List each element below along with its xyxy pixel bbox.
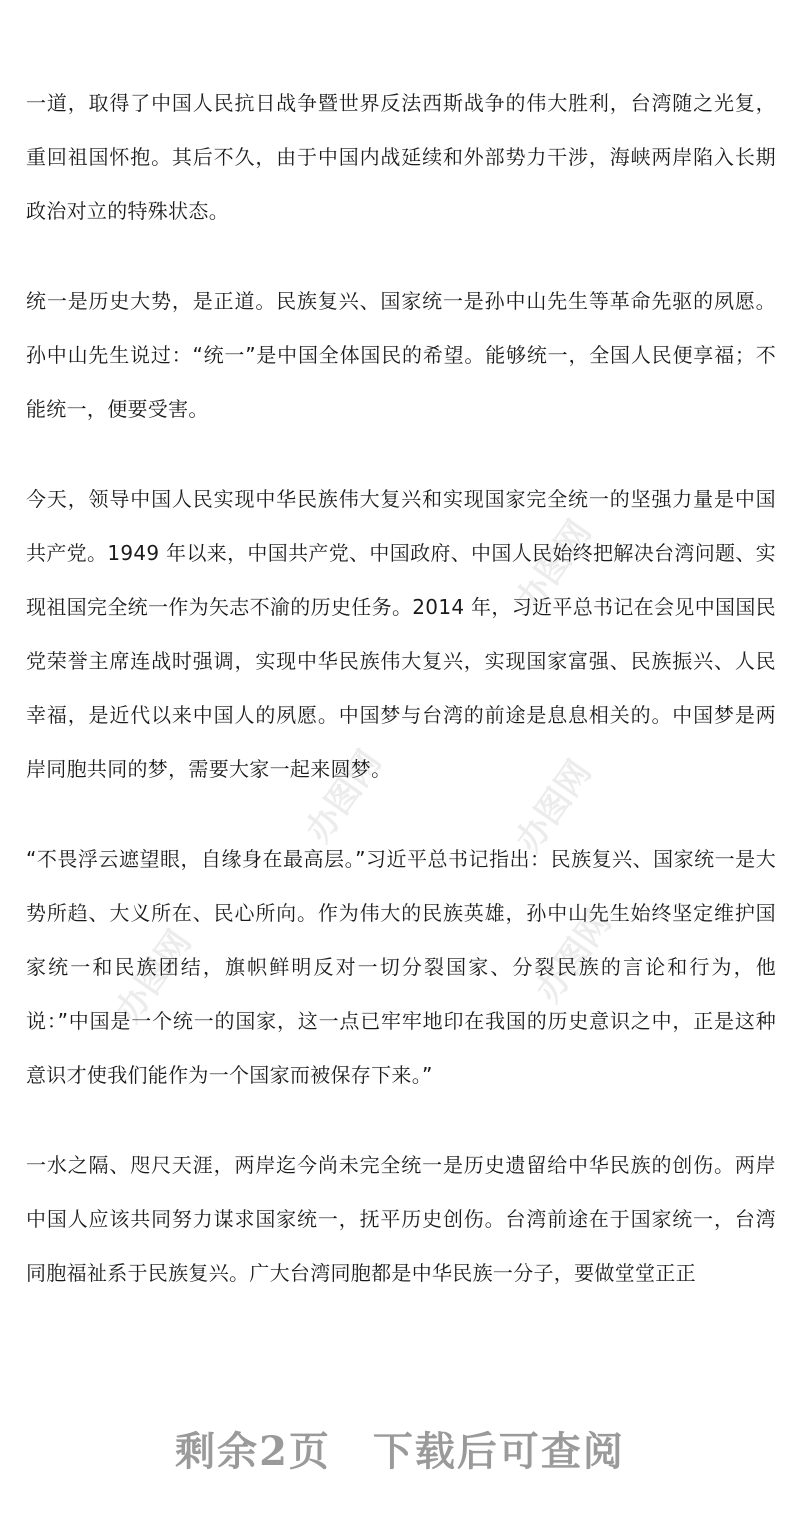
watermark-text: 办图网 — [108, 923, 200, 1030]
download-to-view-label: 下载后可查阅 — [372, 1428, 625, 1475]
paragraph: 一水之隔、咫尺天涯，两岸迄今尚未完全统一是历史遗留给中华民族的创伤。两岸中国人应该共同努力谋求国家统一，抚平历史创伤。台湾前途在于国家统一，台湾同胞福祉系于民族复兴。广大台湾同胞都是中华民族一分子，要做堂堂正正 — [26, 1153, 776, 1285]
remaining-pages-label: 剩余2页 — [175, 1428, 331, 1475]
watermark-text: 办图网 — [508, 513, 600, 620]
paragraph: 一道，取得了中国人民抗日战争暨世界反法西斯战争的伟大胜利，台湾随之光复，重回祖国怀抱。其后不久，由于中国内战延续和外部势力干涉，海峡两岸陷入长期政治对立的特殊状态。 — [26, 91, 776, 223]
paragraph: 今天，领导中国人民实现中华民族伟大复兴和实现国家完全统一的坚强力量是中国共产党。1949 年以来，中国共产党、中国政府、中国人民始终把解决台湾问题、实现祖国完全统一作为矢志不渝的历史任务。2014 年，习近平总书记在会见中国国民党荣誉主席连战时强调，实现中华民族伟大复兴，实现国家富强、民族振兴、人民幸福，是近代以来中国人的夙愿。中国梦与台湾的前途是息息相关的。中国梦是两岸同胞共同的梦，需要大家一起来圆梦。 — [26, 487, 776, 781]
watermark-text: 办图网 — [508, 753, 600, 860]
download-more-banner[interactable] — [0, 1420, 800, 1477]
document-body — [26, 76, 776, 1336]
watermark-text: 办图网 — [528, 903, 620, 1010]
watermark-text: 办图网 — [298, 743, 390, 850]
paragraph: 统一是历史大势，是正道。民族复兴、国家统一是孙中山先生等革命先驱的夙愿。孙中山先生说过：“统一”是中国全体国民的希望。能够统一，全国人民便享福；不能统一，便要受害。 — [26, 289, 776, 421]
paragraph: “不畏浮云遮望眼，自缘身在最高层。”习近平总书记指出：民族复兴、国家统一是大势所趋、大义所在、民心所向。作为伟大的民族英雄，孙中山先生始终坚定维护国家统一和民族团结，旗帜鲜明反对一切分裂国家、分裂民族的言论和行为，他说：”中国是一个统一的国家，这一点已牢牢地印在我国的历史意识之中，正是这种意识才使我们能作为一个国家而被保存下来。” — [26, 847, 776, 1087]
